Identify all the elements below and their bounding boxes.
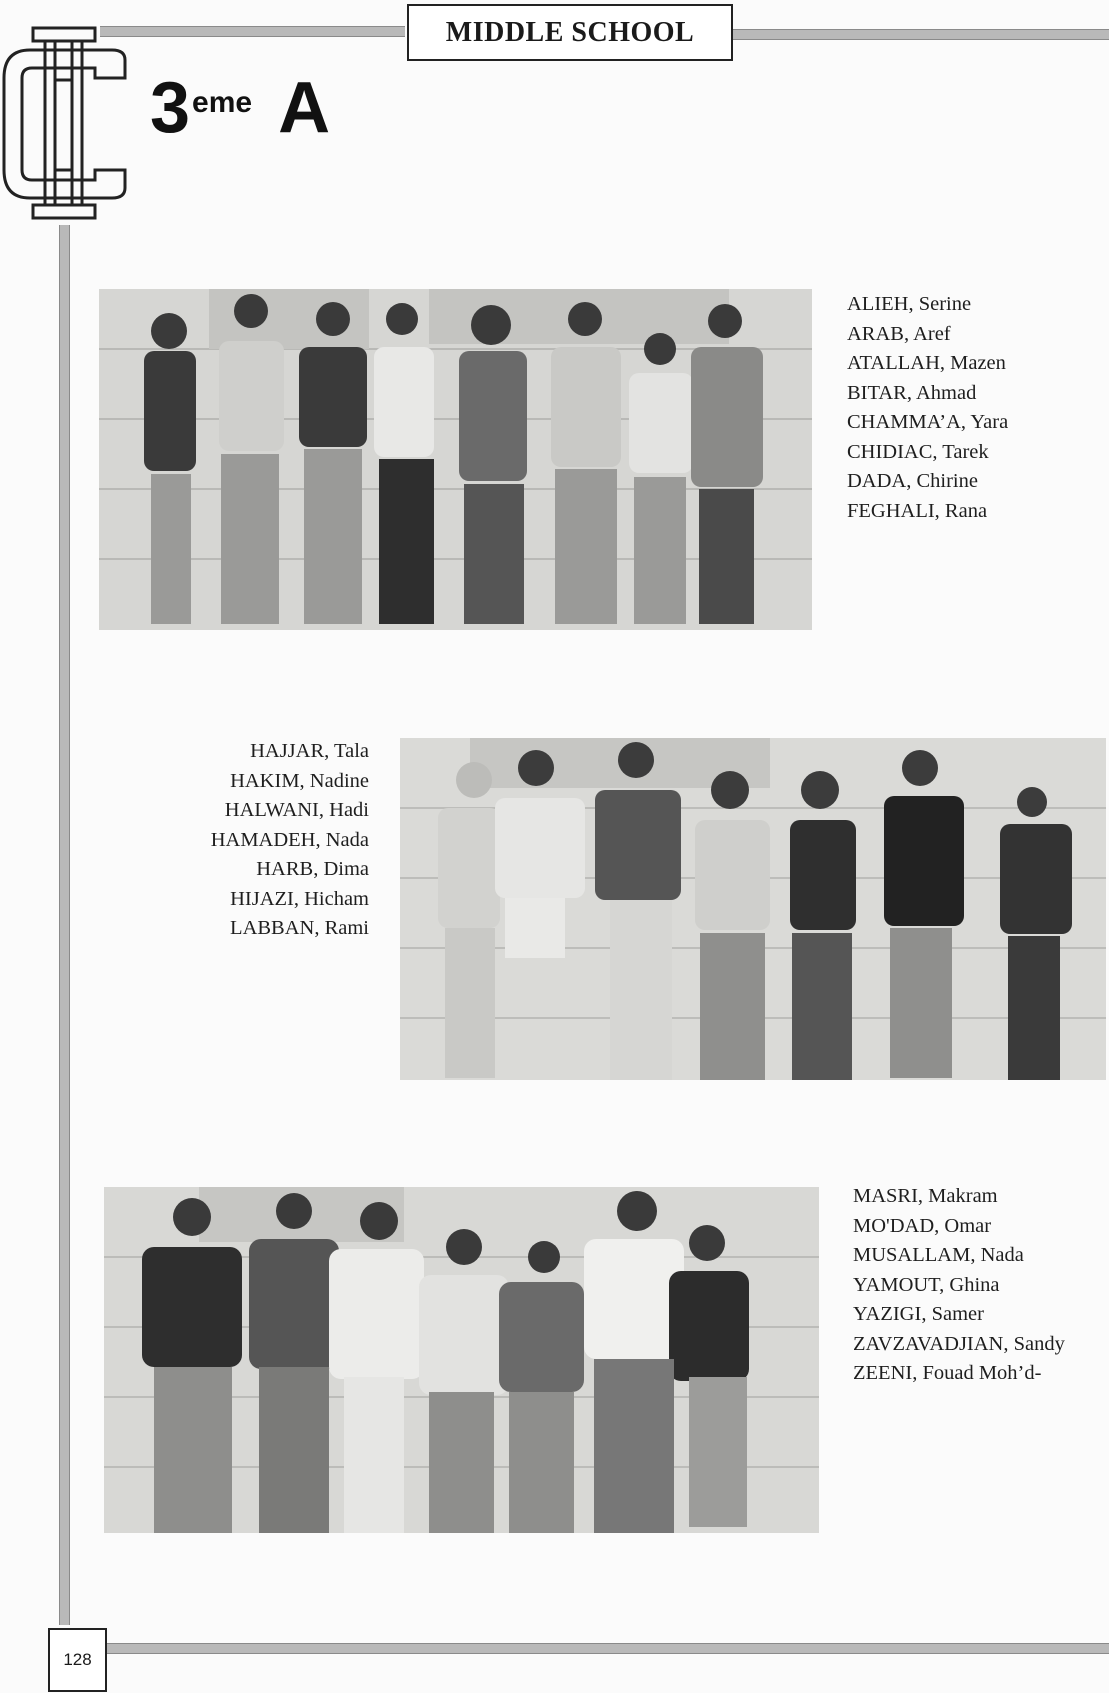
student-name: MO'DAD, Omar [853,1214,992,1237]
student-name: HAKIM, Nadine [230,769,369,792]
student-name: CHAMMA’A, Yara [847,411,1009,433]
bottom-rule [105,1643,1109,1654]
group-photo-1 [99,289,812,630]
names-list-2 [150,737,369,944]
student-name: HIJAZI, Hicham [230,887,369,910]
top-rule-right [731,29,1109,40]
student-name: DADA, Chirine [847,470,978,492]
class-suffix: eme [192,86,253,119]
student-name: ZAVZAVADJIAN, Sandy [853,1332,1065,1355]
student-name: HAMADEH, Nada [210,828,369,851]
group-photo-3 [104,1187,819,1533]
section-title [407,4,733,61]
student-name: MUSALLAM, Nada [853,1244,1024,1266]
left-vertical-rule [59,225,70,1625]
student-name: ARAB, Aref [847,322,951,345]
top-rule-left [100,26,405,37]
student-name: FEGHALI, Rana [847,499,988,522]
section-title-text: MIDDLE SCHOOL [445,16,695,48]
student-name: HAJJAR, Tala [250,740,369,762]
student-name: YAMOUT, Ghina [853,1273,1000,1296]
student-name: YAZIGI, Samer [853,1303,984,1325]
class-number: 3 [150,68,191,148]
class-section: A [278,68,331,148]
student-name: CHIDIAC, Tarek [847,440,989,463]
school-logo [0,20,130,235]
student-name: ALIEH, Serine [847,293,972,315]
names-list-1 [847,290,1008,526]
group-photo-2 [400,738,1106,1080]
student-name: BITAR, Ahmad [847,381,977,404]
student-name: ZEENI, Fouad Moh’d- [853,1362,1042,1384]
student-name: MASRI, Makram [853,1185,998,1207]
student-name: ATALLAH, Mazen [847,352,1006,374]
class-title [150,68,331,148]
page-number [48,1628,107,1692]
student-name: LABBAN, Rami [230,917,369,939]
student-name: HARB, Dima [256,858,369,880]
page-number-text: 128 [63,1650,92,1669]
student-name: HALWANI, Hadi [224,799,369,821]
names-list-3 [853,1182,1065,1389]
